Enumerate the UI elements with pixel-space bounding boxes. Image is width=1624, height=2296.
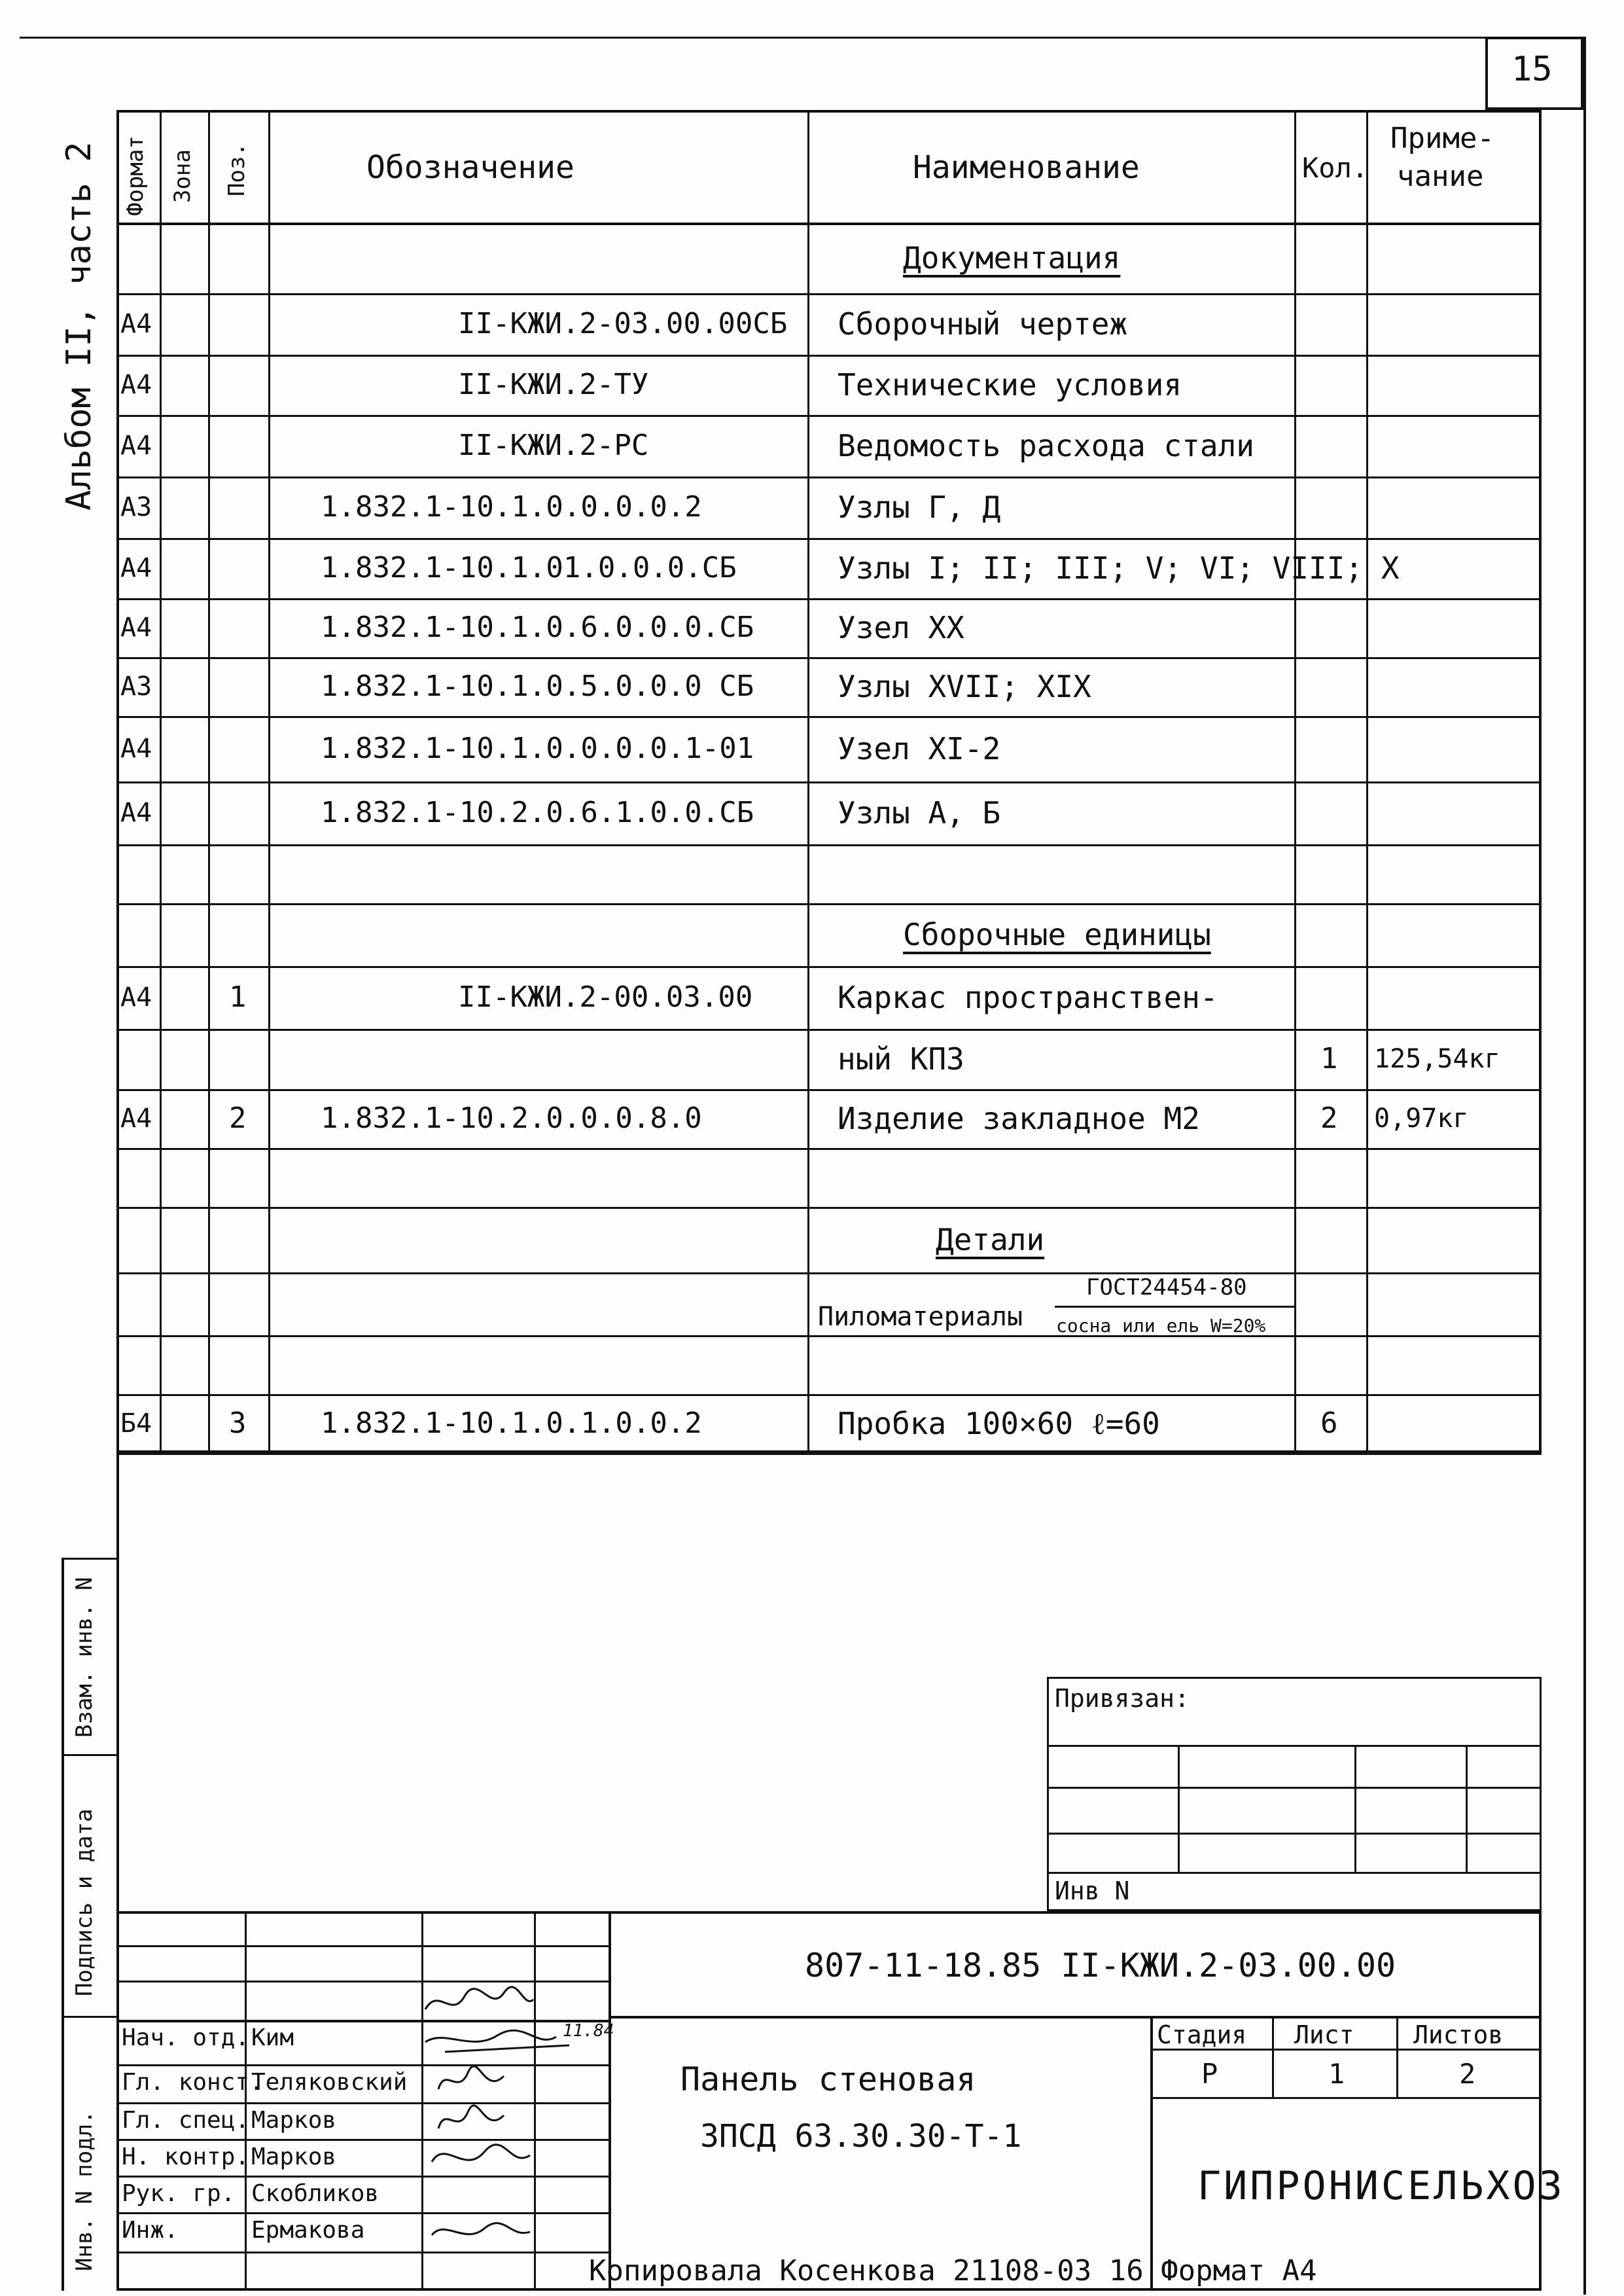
- row-line: [116, 1148, 1542, 1150]
- stamp-strip-line-1: [62, 1558, 116, 1560]
- cell-note: 125,54кг: [1374, 1044, 1500, 1074]
- tb-hline-s5: [116, 2102, 609, 2104]
- row-line: [116, 781, 1542, 783]
- privyazan-title: Привязан:: [1055, 1684, 1190, 1713]
- row-line: [116, 657, 1542, 659]
- cell-format: А4: [120, 734, 152, 764]
- cell-name: Узлы Г, Д: [838, 490, 1001, 525]
- cell-format: А4: [120, 982, 152, 1013]
- row-line: [116, 415, 1542, 417]
- cell-name: Технические условия: [838, 367, 1182, 403]
- header-note-line1: Приме-: [1390, 122, 1494, 155]
- stage-label: Стадия: [1157, 2020, 1247, 2049]
- sheet-number: 15: [1511, 50, 1553, 89]
- cell-format: А4: [120, 370, 152, 400]
- row-line: [116, 1089, 1542, 1091]
- product-name-line2: 3ПСД 63.30.30-Т-1: [700, 2118, 1022, 2155]
- staff-role: Инж.: [122, 2217, 179, 2244]
- copy-footer: Копировала Косенкова 21108-03 16 Формат А4: [589, 2254, 1317, 2287]
- staff-name: Теляковский: [251, 2069, 408, 2096]
- tb-vline-stage-left: [1150, 2016, 1153, 2291]
- tb-vline-stage-right: [1396, 2016, 1398, 2097]
- cell-format: А4: [120, 431, 152, 461]
- tb-vline-stage-mid: [1272, 2016, 1274, 2097]
- cell-pos: 2: [229, 1102, 247, 1135]
- staff-role: Гл. конст.: [122, 2069, 264, 2096]
- lumber-fraction-line: [1055, 1306, 1294, 1308]
- row-line: [116, 1029, 1542, 1031]
- cell-format: А4: [120, 1103, 152, 1134]
- cell-pos: 1: [229, 980, 247, 1014]
- cell-designation: 1.832.1-10.1.0.6.0.0.0.СБ: [321, 611, 754, 644]
- signature-markov-1: [432, 2063, 510, 2102]
- lumber-denominator: сосна или ель W=20%: [1056, 1315, 1266, 1336]
- stamp-label-inv-podl: Инв. N подл.: [71, 2110, 97, 2271]
- row-line: [116, 1272, 1542, 1274]
- row-line: [116, 538, 1542, 540]
- row-line: [116, 903, 1542, 905]
- lumber-label: Пиломатериалы: [818, 1302, 1023, 1332]
- cell-format: А4: [120, 798, 152, 828]
- cell-name: Сборочные единицы: [903, 917, 1211, 952]
- cell-name: Изделие закладное М2: [838, 1101, 1200, 1136]
- cell-designation: 1.832.1-10.2.0.0.0.8.0: [321, 1102, 702, 1135]
- tb-hline-s4: [116, 2064, 609, 2066]
- header-pos: Поз.: [224, 143, 250, 196]
- header-bottom-line: [116, 223, 1542, 225]
- row-line: [116, 966, 1542, 968]
- row-line: [116, 598, 1542, 600]
- cell-name: Узлы А, Б: [838, 795, 1001, 831]
- privyazan-vline-2: [1354, 1745, 1356, 1872]
- row-line: [116, 476, 1542, 478]
- staff-name: Скобликов: [251, 2180, 380, 2207]
- tb-hline-code: [609, 2016, 1542, 2018]
- tb-vline-main: [609, 1911, 611, 2291]
- staff-name: Марков: [251, 2144, 337, 2170]
- cell-name: Документация: [903, 240, 1121, 276]
- signature-kim: [419, 1983, 537, 2022]
- tb-hline-stage-2: [1150, 2097, 1542, 2099]
- row-line: [116, 355, 1542, 357]
- cell-format: Б4: [120, 1408, 152, 1439]
- cell-designation: II-КЖИ.2-ТУ: [458, 368, 649, 401]
- cell-note: 0,97кг: [1374, 1103, 1469, 1134]
- staff-role: Н. контр.: [122, 2144, 250, 2170]
- cell-name: Пробка 100×60 ℓ=60: [838, 1406, 1160, 1441]
- cell-name: Сборочный чертеж: [838, 306, 1128, 342]
- header-format: Формат: [122, 135, 149, 216]
- row-line: [116, 716, 1542, 718]
- cell-name: Узлы XVII; XIX: [838, 669, 1091, 704]
- lumber-numerator: ГОСТ24454-80: [1086, 1274, 1247, 1300]
- stamp-label-signature-date: Подпись и дата: [71, 1808, 97, 1996]
- stamp-strip-line-3: [62, 2016, 116, 2018]
- cell-designation: 1.832.1-10.2.0.6.1.0.0.СБ: [321, 796, 754, 829]
- right-border: [1583, 37, 1586, 2295]
- stamp-strip-line-2: [62, 1754, 116, 1756]
- sheet-label: Лист: [1294, 2020, 1354, 2049]
- cell-format: А4: [120, 309, 152, 339]
- cell-designation: II-КЖИ.2-00.03.00: [458, 980, 753, 1014]
- cell-qty: 2: [1320, 1102, 1338, 1135]
- cell-designation: II-КЖИ.2-03.00.00СБ: [458, 307, 788, 340]
- cell-designation: II-КЖИ.2-РС: [458, 429, 649, 462]
- row-line: [116, 1394, 1542, 1396]
- cell-format: А3: [120, 492, 152, 522]
- cell-format: А4: [120, 553, 152, 583]
- organization-name: ГИПРОНИСЕЛЬХОЗ: [1197, 2163, 1565, 2209]
- staff-name: Ермакова: [251, 2217, 365, 2244]
- sheets-label: Листов: [1413, 2020, 1504, 2049]
- row-line: [116, 1335, 1542, 1337]
- signature-markov-2: [432, 2102, 510, 2142]
- row-line: [116, 1207, 1542, 1209]
- cell-qty: 6: [1320, 1407, 1338, 1440]
- signature-date-note: 11.84: [563, 2021, 614, 2041]
- header-qty: Кол.: [1302, 152, 1369, 184]
- header-designation: Обозначение: [366, 149, 574, 186]
- product-name-line1: Панель стеновая: [680, 2060, 976, 2098]
- cell-designation: 1.832.1-10.1.0.0.0.0.1-01: [321, 732, 754, 765]
- cell-name: Узел XI-2: [838, 731, 1001, 766]
- staff-name: Ким: [251, 2024, 294, 2051]
- stamp-label-vzam-inv: Взам. инв. N: [71, 1577, 97, 1738]
- privyazan-vline-1: [1178, 1745, 1180, 1872]
- signature-skoblikov: [425, 2139, 537, 2178]
- header-note-line2: чание: [1397, 160, 1484, 193]
- staff-role: Гл. спец.: [122, 2107, 250, 2134]
- cell-designation: 1.832.1-10.1.0.0.0.0.2: [321, 490, 702, 524]
- cell-name: Ведомость расхода стали: [838, 428, 1254, 463]
- tb-hline-s2: [116, 1981, 609, 1982]
- sheets-value: 2: [1459, 2058, 1476, 2090]
- cell-format: А3: [120, 672, 152, 702]
- cell-name: Каркас пространствен-: [838, 980, 1218, 1015]
- row-line: [116, 1453, 1542, 1455]
- stage-value: Р: [1201, 2058, 1218, 2090]
- staff-role: Рук. гр.: [122, 2180, 236, 2207]
- top-border: [20, 37, 1583, 39]
- cell-name: ный КП3: [838, 1041, 964, 1077]
- tb-hline-s1: [116, 1945, 609, 1947]
- cell-format: А4: [120, 613, 152, 643]
- cell-designation: 1.832.1-10.1.01.0.0.0.СБ: [321, 551, 737, 584]
- cell-designation: 1.832.1-10.1.0.5.0.0.0 СБ: [321, 670, 754, 703]
- tb-hline-s9: [116, 2251, 609, 2253]
- album-label: Альбом II, часть 2: [60, 141, 99, 511]
- stamp-strip-left: [62, 1558, 64, 2291]
- cell-name: Детали: [936, 1222, 1045, 1257]
- staff-role: Нач. отд.: [122, 2024, 250, 2051]
- privyazan-inv: Инв N: [1055, 1876, 1130, 1905]
- cell-name: Узел XX: [838, 610, 964, 645]
- cell-designation: 1.832.1-10.1.0.1.0.0.2: [321, 1407, 702, 1440]
- header-name: Наименование: [913, 149, 1140, 186]
- privyazan-vline-3: [1466, 1745, 1468, 1872]
- row-line: [116, 293, 1542, 295]
- cell-qty: 1: [1320, 1042, 1338, 1075]
- cell-name: Узлы I; II; III; V; VI; VIII; X: [838, 550, 1400, 586]
- row-line: [116, 844, 1542, 846]
- document-code: 807-11-18.85 II-КЖИ.2-03.00.00: [805, 1946, 1396, 1984]
- staff-name: Марков: [251, 2107, 337, 2134]
- sheet-value: 1: [1328, 2058, 1345, 2090]
- privyazan-line-4: [1047, 1872, 1542, 1874]
- tb-vline-name: [421, 1911, 423, 2291]
- tb-vline-role: [245, 1911, 247, 2291]
- cell-pos: 3: [229, 1407, 247, 1440]
- header-zone: Зона: [169, 149, 196, 203]
- signature-ermakova: [425, 2212, 537, 2251]
